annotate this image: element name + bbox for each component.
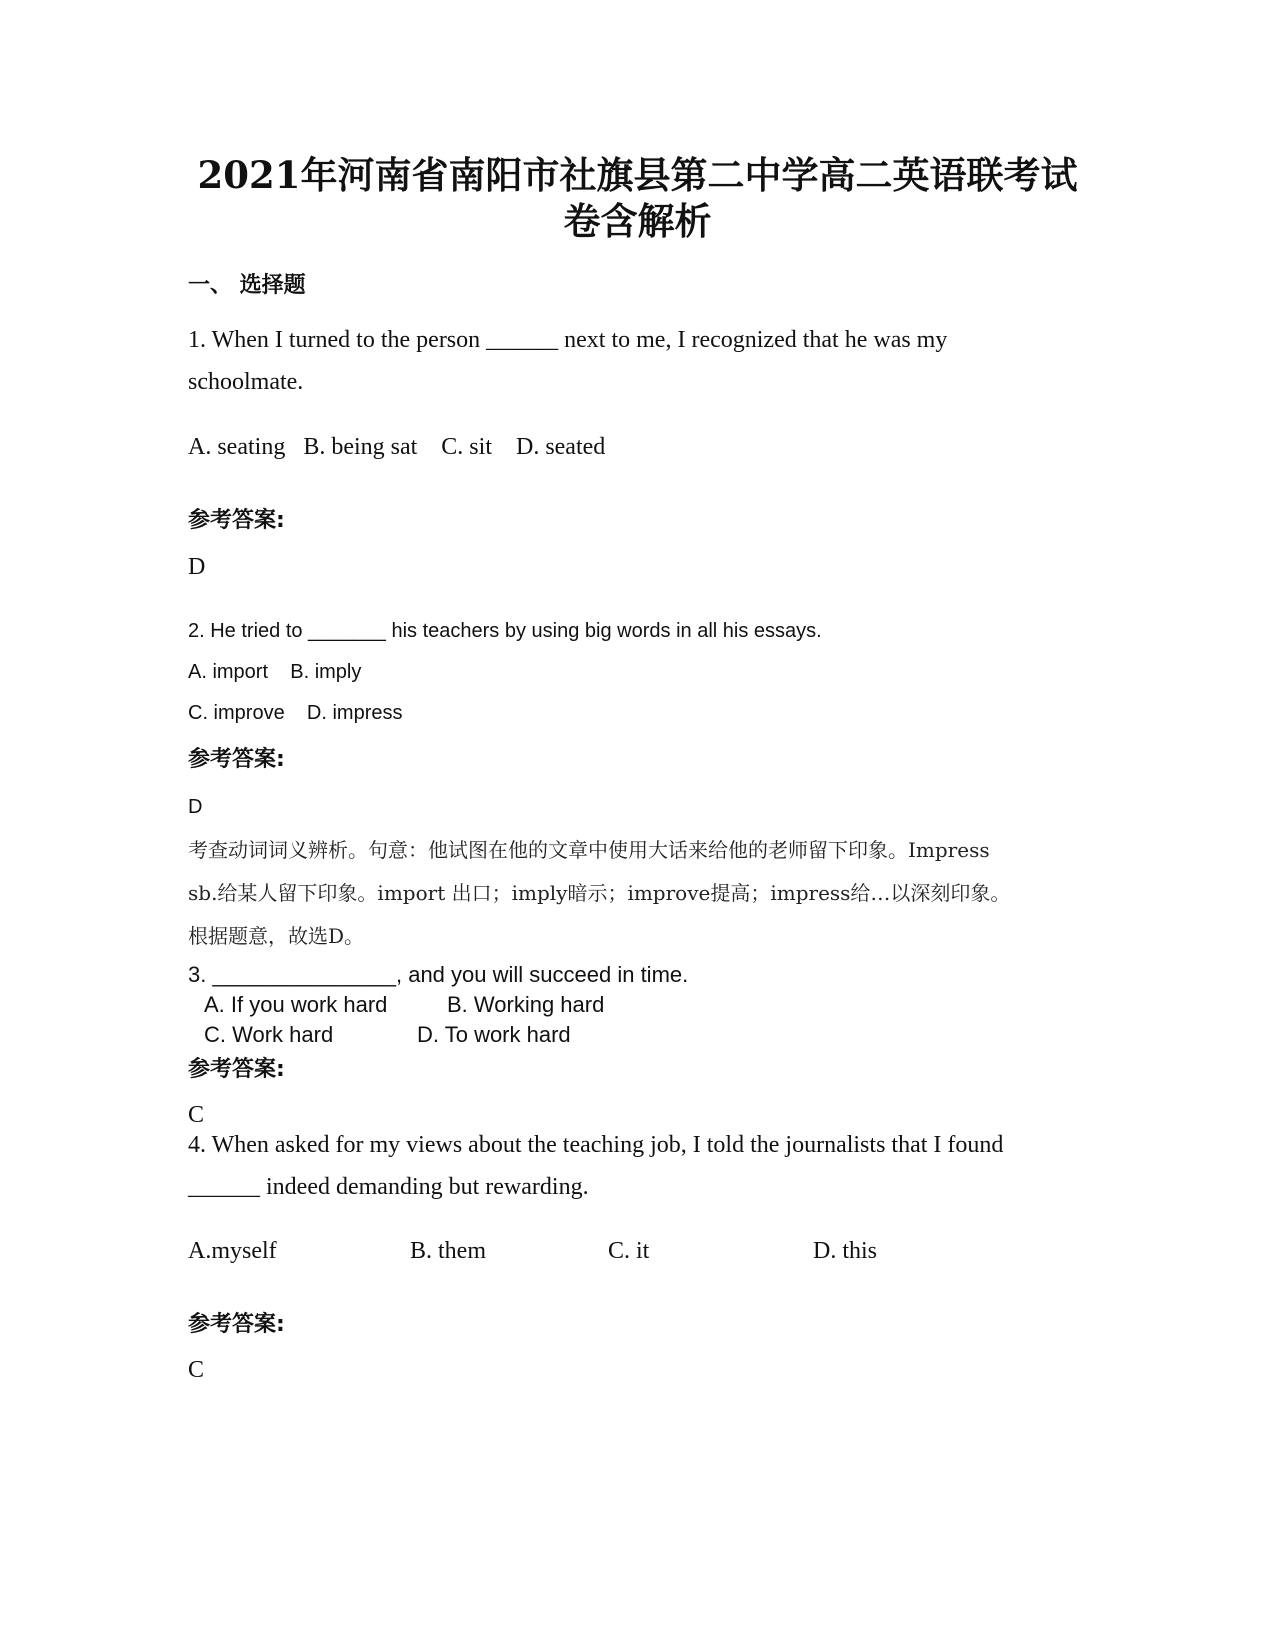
question-4-option-c: C. it — [608, 1238, 650, 1264]
question-3-option-a: A. If you work hard — [204, 992, 388, 1017]
question-2-options-line-2: C. improve D. impress — [188, 702, 403, 724]
question-4-answer: C — [188, 1357, 205, 1383]
question-3-option-b: B. Working hard — [447, 992, 605, 1017]
page-title-line-1: 2021年河南省南阳市社旗县第二中学高二英语联考试 — [197, 153, 1078, 197]
question-4-stem-line-1: 4. When asked for my views about the teaching job, I told the journalists that I found — [188, 1132, 1004, 1158]
question-4-option-d: D. this — [813, 1238, 878, 1264]
question-4-stem-line-2: ______ indeed demanding but rewarding. — [188, 1174, 589, 1200]
question-3-answer: C — [188, 1102, 205, 1128]
question-2-explanation-line-2: sb.给某人留下印象。import 出口；imply暗示；improve提高；impress给…以深刻印象。 — [188, 881, 1011, 905]
page-title-line-2: 卷含解析 — [563, 199, 712, 243]
question-2-answer: D — [188, 796, 203, 818]
question-2-stem: 2. He tried to _______ his teachers by using big words in all his essays. — [188, 620, 822, 642]
question-4-answer-label: 参考答案: — [188, 1312, 285, 1337]
question-2-explanation-line-1: 考查动词词义辨析。句意：他试图在他的文章中使用大话来给他的老师留下印象。Impress — [188, 838, 990, 862]
question-4-option-b: B. them — [410, 1238, 486, 1264]
question-1-answer: D — [188, 554, 206, 580]
question-1-options: A. seating B. being sat C. sit D. seated — [188, 434, 606, 460]
question-2-options-line-1: A. import B. imply — [188, 661, 362, 683]
question-1-stem-line-1: 1. When I turned to the person ______ next to me, I recognized that he was my — [188, 327, 948, 353]
question-3-stem: 3. _______________, and you will succeed in time. — [188, 962, 689, 987]
section-heading: 一、 选择题 — [188, 273, 306, 298]
question-1-answer-label: 参考答案: — [188, 508, 285, 533]
question-2-explanation-line-3: 根据题意，故选D。 — [188, 924, 365, 948]
question-1-stem-line-2: schoolmate. — [188, 369, 304, 395]
question-3-option-c: C. Work hard — [204, 1022, 334, 1047]
question-2-answer-label: 参考答案: — [188, 747, 285, 772]
question-3-answer-label: 参考答案: — [188, 1057, 285, 1082]
question-3-option-d: D. To work hard — [417, 1022, 571, 1047]
question-4-option-a: A.myself — [188, 1238, 277, 1264]
